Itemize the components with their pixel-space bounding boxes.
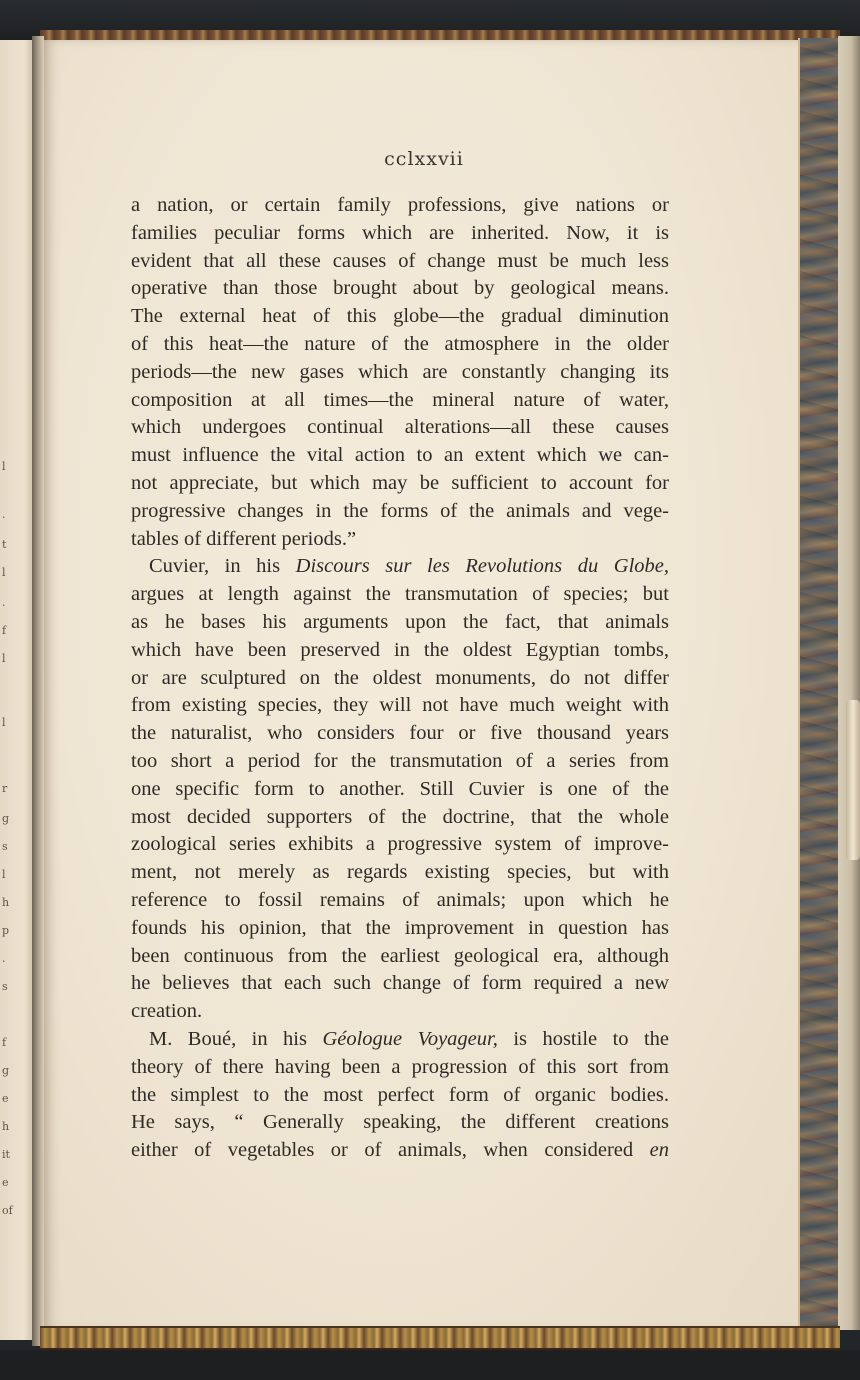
- text-line: or are sculptured on the oldest monuments, do not differ: [131, 666, 669, 689]
- text-line: he believes that each such change of form required a new: [131, 972, 669, 995]
- margin-bleed: .: [2, 596, 6, 609]
- backdrop-bottom: [0, 1350, 860, 1380]
- text-line: the naturalist, who considers four or five thousand years: [131, 722, 669, 745]
- margin-bleed: s: [2, 840, 8, 853]
- text-line: periods—the new gases which are constantly changing its: [131, 360, 669, 383]
- margin-bleed: h: [2, 896, 10, 909]
- margin-bleed: l: [2, 652, 6, 665]
- margin-bleed: e: [2, 1176, 9, 1189]
- margin-bleed: .: [2, 952, 6, 965]
- text-line: ment, not merely as regards existing species, but with: [131, 861, 669, 884]
- book-title: Discours sur les Revolutions du Globe,: [295, 555, 669, 578]
- text-line: founds his opinion, that the improvement in question has: [131, 916, 669, 939]
- text-line: which undergoes continual alterations—all these causes: [131, 416, 669, 439]
- margin-bleed: r: [2, 782, 8, 795]
- text-line: must influence the vital action to an extent which we can-: [131, 444, 669, 467]
- outer-page-edges: [838, 36, 860, 1330]
- margin-bleed: h: [2, 1120, 10, 1133]
- italic-word: en: [649, 1139, 669, 1162]
- margin-bleed: it: [2, 1148, 10, 1161]
- text-line: tables of different periods.”: [131, 527, 357, 550]
- previous-page-edge: [0, 40, 34, 1340]
- page-gutter: [32, 36, 44, 1346]
- text-line: operative than those brought about by geological means.: [131, 277, 669, 300]
- bookmark-ribbon: [846, 700, 860, 860]
- book-title: Géologue Voyageur,: [322, 1027, 498, 1050]
- text-line: one specific form to another. Still Cuvier is one of the: [131, 777, 669, 800]
- margin-bleed: of: [2, 1204, 13, 1217]
- margin-bleed: f: [2, 624, 7, 637]
- margin-bleed: .: [2, 508, 6, 521]
- text-line: which have been preserved in the oldest Egyptian tombs,: [131, 638, 669, 661]
- margin-bleed: l: [2, 460, 6, 473]
- margin-bleed: p: [2, 924, 10, 937]
- margin-bleed: e: [2, 1092, 9, 1105]
- text-line: a nation, or certain family professions, give nations or: [131, 194, 669, 216]
- margin-bleed: g: [2, 812, 10, 825]
- text-line: either of vegetables or of animals, when considered en: [131, 1139, 669, 1162]
- text-line: as he bases his arguments upon the fact, that animals: [131, 610, 669, 633]
- text-line: been continuous from the earliest geological era, although: [131, 944, 669, 967]
- text-line: evident that all these causes of change must be much less: [131, 249, 669, 272]
- margin-bleed: f: [2, 1036, 7, 1049]
- page-number: cclxxvii: [384, 148, 464, 170]
- text-line: Cuvier, in his Discours sur les Revolutions du Globe,: [149, 555, 669, 578]
- text-line: most decided supporters of the doctrine, that the whole: [131, 805, 669, 828]
- text-line: He says, “ Generally speaking, the different creations: [131, 1111, 669, 1134]
- text-line: families peculiar forms which are inherited. Now, it is: [131, 221, 669, 244]
- margin-bleed: l: [2, 868, 6, 881]
- margin-bleed: g: [2, 1064, 10, 1077]
- margin-bleed: s: [2, 980, 8, 993]
- margin-bleed: l: [2, 566, 6, 579]
- text-line: not appreciate, but which may be sufficient to account for: [131, 471, 669, 494]
- text-line: creation.: [131, 1000, 203, 1023]
- text-line: progressive changes in the forms of the animals and vege-: [131, 499, 669, 522]
- text-line: from existing species, they will not have much weight with: [131, 694, 669, 717]
- text-line: argues at length against the transmutation of species; but: [131, 583, 669, 606]
- text-line: composition at all times—the mineral nature of water,: [131, 388, 669, 411]
- text-line: theory of there having been a progression of this sort from: [131, 1055, 669, 1078]
- text-line: too short a period for the transmutation of a series from: [131, 749, 669, 772]
- text-line: The external heat of this globe—the gradual diminution: [131, 305, 669, 328]
- text-line: zoological series exhibits a progressive system of improve-: [131, 833, 669, 856]
- text-line: of this heat—the nature of the atmosphere in the older: [131, 332, 669, 355]
- margin-bleed: t: [2, 538, 7, 551]
- text-line: reference to fossil remains of animals; upon which he: [131, 888, 669, 911]
- body-text: [131, 192, 669, 1165]
- text-line: M. Boué, in his Géologue Voyageur, is hostile to the: [149, 1027, 670, 1050]
- margin-bleed: l: [2, 716, 6, 729]
- text-line: the simplest to the most perfect form of organic bodies.: [131, 1083, 669, 1106]
